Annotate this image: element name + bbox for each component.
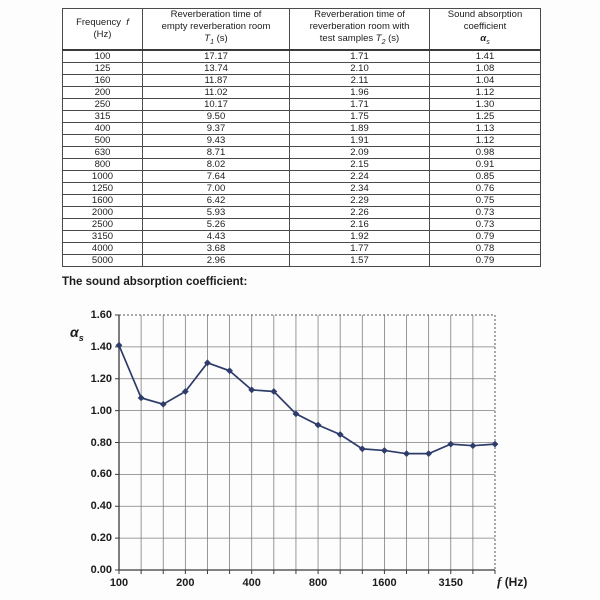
header-text: Reverberation time of [170, 9, 262, 20]
header-unit: (s) [216, 33, 228, 44]
data-point-marker [138, 394, 145, 401]
table-cell: 1.77 [290, 242, 430, 254]
header-unit: (Hz) [93, 28, 112, 40]
table-cell: 0.79 [430, 230, 541, 242]
header-symbol: T [204, 33, 211, 44]
table-cell: 0.79 [430, 254, 541, 266]
x-axis-symbol: f [497, 574, 502, 589]
table-cell: 5.26 [143, 218, 290, 230]
table-cell: 1.08 [430, 62, 541, 74]
table-cell: 1.13 [430, 122, 541, 134]
table-cell: 2.26 [290, 206, 430, 218]
table-cell: 5000 [63, 254, 143, 266]
table-cell: 800 [63, 158, 143, 170]
table-cell: 11.87 [143, 74, 290, 86]
table-cell: 13.74 [143, 62, 290, 74]
header-symbol: f [126, 16, 129, 28]
table-cell: 630 [63, 146, 143, 158]
table-cell: 1.57 [290, 254, 430, 266]
table-cell: 2500 [63, 218, 143, 230]
table-cell: 10.17 [143, 98, 290, 110]
header-text: reverberation room with [309, 21, 410, 32]
x-tick-label: 1600 [372, 577, 397, 589]
header-subscript: s [486, 38, 490, 46]
table-cell: 1250 [63, 182, 143, 194]
header-text: empty reverberation room [161, 21, 271, 32]
table-cell: 2.11 [290, 74, 430, 86]
table-cell: 7.00 [143, 182, 290, 194]
table-cell: 5.93 [143, 206, 290, 218]
y-tick-label: 1.40 [90, 340, 112, 353]
table-cell: 125 [63, 62, 143, 74]
table-cell: 9.43 [143, 134, 290, 146]
y-tick-label: 0.80 [90, 436, 112, 449]
table-cell: 100 [63, 50, 143, 63]
y-tick-label: 0.40 [90, 500, 112, 513]
table-cell: 500 [63, 134, 143, 146]
table-cell: 17.17 [143, 50, 290, 63]
table-cell: 4.43 [143, 230, 290, 242]
table-cell: 200 [63, 86, 143, 98]
table-cell: 11.02 [143, 86, 290, 98]
table-cell: 160 [63, 74, 143, 86]
table-cell: 1600 [63, 194, 143, 206]
y-tick-label: 1.20 [90, 372, 112, 385]
table-cell: 2.10 [290, 62, 430, 74]
data-point-marker [160, 401, 167, 408]
table-cell: 250 [63, 98, 143, 110]
table-cell: 1000 [63, 170, 143, 182]
table-cell: 2.29 [290, 194, 430, 206]
chart-title: The sound absorption coefficient: [62, 276, 248, 288]
table-cell: 8.02 [143, 158, 290, 170]
table-cell: 1.12 [430, 86, 541, 98]
table-cell: 2.09 [290, 146, 430, 158]
data-point-marker [403, 450, 410, 457]
y-axis-label [70, 324, 84, 343]
table-cell: 1.71 [290, 50, 430, 63]
header-text: coefficient [463, 21, 507, 32]
table-cell: 3150 [63, 230, 143, 242]
table-cell: 2.24 [290, 170, 430, 182]
table-cell: 400 [63, 122, 143, 134]
header-symbol: α [480, 33, 487, 44]
x-tick-label: 3150 [438, 577, 463, 589]
header-text: Sound absorption [447, 9, 523, 20]
table-cell: 1.41 [430, 50, 541, 63]
table-cell: 315 [63, 110, 143, 122]
header-symbol: T [375, 33, 382, 44]
x-tick-label: 800 [308, 577, 328, 589]
table-cell: 2.15 [290, 158, 430, 170]
y-axis-subscript: s [78, 332, 84, 343]
data-point-marker [492, 441, 499, 448]
y-tick-label: 0.00 [90, 564, 112, 576]
header-text: test samples [319, 33, 374, 44]
table-cell: 9.37 [143, 122, 290, 134]
table-cell: 1.25 [430, 110, 541, 122]
y-tick-label: 1.60 [90, 309, 112, 321]
table-cell: 0.73 [430, 218, 541, 230]
header-subscript: 1 [210, 38, 214, 46]
table-cell: 0.91 [430, 158, 541, 170]
y-tick-label: 0.20 [90, 532, 112, 545]
table-cell: 2.34 [290, 182, 430, 194]
table-cell: 2.96 [143, 254, 290, 266]
table-cell: 1.92 [290, 230, 430, 242]
table-cell: 1.91 [290, 134, 430, 146]
header-text: Reverberation time of [314, 9, 405, 20]
header-unit: (s) [388, 33, 400, 44]
x-tick-label: 100 [109, 577, 129, 589]
table-cell: 0.78 [430, 242, 541, 254]
y-tick-label: 1.00 [90, 404, 112, 417]
table-cell: 6.42 [143, 194, 290, 206]
data-point-marker [381, 447, 388, 454]
x-tick-label: 200 [176, 577, 195, 589]
x-tick-label: 400 [242, 577, 261, 589]
data-point-marker [447, 441, 454, 448]
table-cell: 2.16 [290, 218, 430, 230]
x-axis-label [497, 574, 527, 590]
table-cell: 8.71 [143, 146, 290, 158]
table-cell: 2000 [63, 206, 143, 218]
table-cell: 0.76 [430, 182, 541, 194]
y-tick-label: 0.60 [90, 468, 112, 481]
table-cell: 1.75 [290, 110, 430, 122]
data-point-marker [425, 450, 432, 457]
data-point-marker [315, 422, 322, 429]
table-cell: 7.64 [143, 170, 290, 182]
x-axis-unit: (Hz) [504, 575, 528, 589]
table-cell: 1.89 [290, 122, 430, 134]
table-cell: 1.04 [430, 74, 541, 86]
table-cell: 0.75 [430, 194, 541, 206]
table-cell: 1.30 [430, 98, 541, 110]
table-cell: 1.96 [290, 86, 430, 98]
data-point-marker [469, 442, 476, 449]
absorption-line-series [119, 345, 495, 453]
header-subscript: 2 [381, 38, 386, 46]
table-cell: 3.68 [143, 242, 290, 254]
header-text: Frequency [76, 16, 121, 28]
table-cell: 1.12 [430, 134, 541, 146]
table-cell: 0.85 [430, 170, 541, 182]
table-cell: 0.73 [430, 206, 541, 218]
data-point-marker [116, 342, 123, 349]
table-cell: 1.71 [290, 98, 430, 110]
y-axis-symbol: α [70, 324, 79, 340]
table-cell: 0.98 [430, 146, 541, 158]
table-cell: 9.50 [143, 110, 290, 122]
table-cell: 4000 [63, 242, 143, 254]
